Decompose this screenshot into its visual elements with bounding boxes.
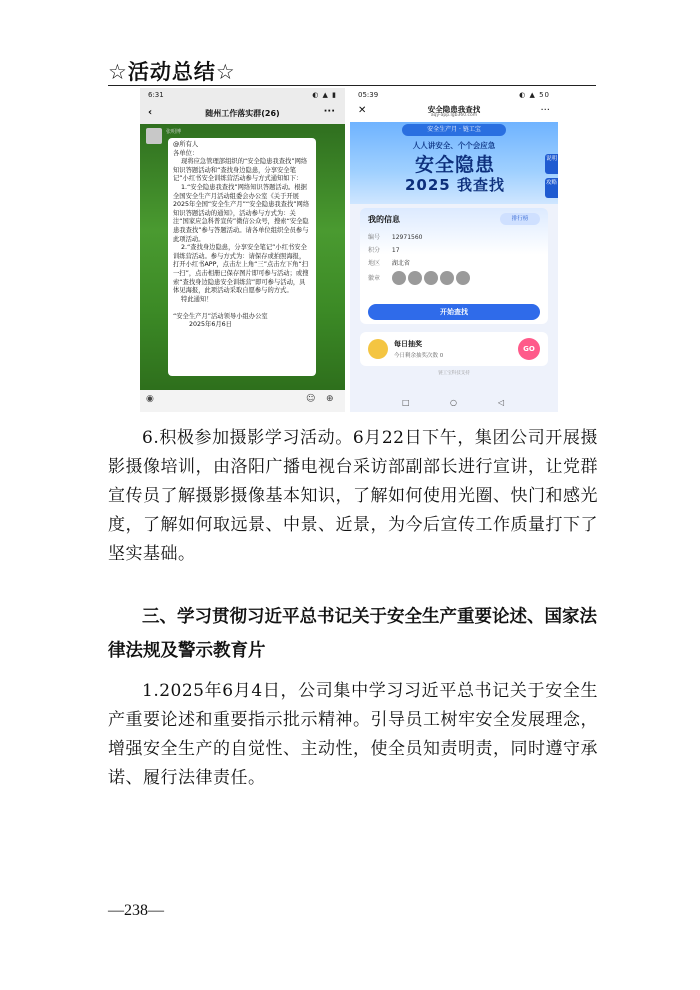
voice-icon[interactable]: ◉ xyxy=(146,394,154,404)
chat-titlebar xyxy=(140,102,345,124)
daily-draw-card xyxy=(360,332,548,366)
field-points xyxy=(368,245,400,254)
sender-name: 张明博 xyxy=(166,129,182,135)
chat-title: 随州工作落实群(26) xyxy=(205,109,280,118)
field-label: 编号 xyxy=(368,234,381,241)
side-tab-guide[interactable]: 攻略 xyxy=(545,178,558,198)
more-icon[interactable]: ··· xyxy=(540,105,550,116)
title-divider xyxy=(108,85,596,86)
my-info-card xyxy=(360,208,548,324)
badge-icon xyxy=(424,271,438,285)
home-nav-icon[interactable]: ○ xyxy=(450,398,457,407)
square-nav-icon[interactable]: □ xyxy=(402,398,410,407)
side-tab-instructions[interactable]: 说明 xyxy=(545,154,558,174)
quiz-app-screenshot xyxy=(350,88,558,412)
badge-icon xyxy=(456,271,470,285)
status-time: 05:39 xyxy=(358,91,379,99)
coin-icon xyxy=(368,339,388,359)
info-title: 我的信息 xyxy=(368,215,400,224)
brand-badge: 安全生产月 · 链工宝 xyxy=(402,124,506,136)
app-title: 安全隐患我查找 xyxy=(427,105,481,114)
start-search-button[interactable]: 开始查找 xyxy=(368,304,540,320)
more-icon[interactable]: ··· xyxy=(323,106,335,117)
chat-input-bar xyxy=(140,390,345,412)
paragraph-photography: 6.积极参加摄影学习活动。6月22日下午，集团公司开展摄影摄像培训，由洛阳广播电视台采访部副部长进行宣讲，让党群宣传员了解摄影摄像基本知识，了解如何使用光圈、快门和感光度，了解如何取远景、中景、近景，为今后宣传工作质量打下了坚实基础。 xyxy=(108,428,598,564)
status-time: 6:31 xyxy=(148,91,164,99)
section-heading-3: 三、学习贯彻习近平总书记关于安全生产重要论述、国家法律法规及警示教育片 xyxy=(108,607,597,661)
app-url: aqy-app.lgb360.com xyxy=(430,113,478,118)
status-icons: ◐ ▲ 50 xyxy=(519,91,550,99)
page-number: —238— xyxy=(108,902,164,919)
draw-remaining: 今日剩余抽奖次数 0 xyxy=(394,353,444,359)
back-icon[interactable]: ‹ xyxy=(148,107,153,118)
status-icons: ◐ ▲ ▮ xyxy=(312,91,337,99)
field-region xyxy=(368,258,410,267)
section-title: ☆活动总结☆ xyxy=(108,60,236,84)
banner-year: 2025 我查找 xyxy=(405,176,505,194)
avatar[interactable] xyxy=(146,128,162,144)
field-label: 徽章 xyxy=(368,274,381,282)
emoji-icon[interactable]: ☺ xyxy=(306,394,316,404)
field-value: 湖北省 xyxy=(391,260,410,267)
banner-title: 安全隐患 xyxy=(414,154,495,176)
badge-icon xyxy=(392,271,406,285)
field-badges xyxy=(368,271,472,285)
status-bar xyxy=(350,88,558,102)
app-titlebar xyxy=(350,102,558,122)
badge-icon xyxy=(440,271,454,285)
message-bubble: @所有人 各单位： 现将应急管理部组织的“安全隐患我查找”网络知识答题活动和“查找身边隐患，分享安全笔记”小红书安全训练营活动参与方式通知如下： 1.“安全隐患我查找”网络知识答题活动。根据全国安全生产月活动组委会办公室《关于开展2025年全国“安全生产月”“安全隐患我查找”网络知识答题活动的通知》，活动参与方式为：关注“国家应急科普宣传”微信公众号，搜索“安全隐患我查找”参与答题活动。请各单位组织全员参与此项活动。 2.“查找身边隐患，分享安全笔记”小红书安全训练营活动。参与方式为：请保存或拍照海报，打开小红书APP，点击左上角“三”点击左下角“扫一扫”，点击相册已保存图片即可参与活动；或搜索“查找身边隐患安全训练营”即可参与活动，具体见海报，此项活动采取自愿参与的方式。 特此通知！ “安全生产月”活动领导小组办公室 2025年6月6日 xyxy=(168,138,316,376)
field-value: 17 xyxy=(391,247,400,254)
status-bar xyxy=(140,88,345,102)
nav-bar xyxy=(350,394,558,412)
banner-slogan: 人人讲安全、个个会应急 xyxy=(412,141,496,150)
field-label: 积分 xyxy=(368,247,381,254)
field-value: 12971560 xyxy=(391,234,423,241)
field-id xyxy=(368,232,422,241)
badge-icon xyxy=(408,271,422,285)
draw-title: 每日抽奖 xyxy=(394,340,422,348)
paragraph-study: 1.2025年6月4日，公司集中学习习近平总书记关于安全生产重要论述和重要指示批示精神。引导员工树牢安全发展理念，增强安全生产的自觉性、主动性，使全员知责明责，同时遵守承诺、履行法律责任。 xyxy=(108,681,598,788)
wechat-screenshot xyxy=(140,88,345,412)
go-button[interactable]: GO xyxy=(518,338,540,360)
leaderboard-button[interactable]: 排行榜 xyxy=(500,213,540,225)
add-icon[interactable]: ⊕ xyxy=(326,394,334,404)
close-icon[interactable]: ✕ xyxy=(358,105,367,116)
back-nav-icon[interactable]: ◁ xyxy=(498,398,505,407)
tech-support: 链工宝科技支持 xyxy=(438,371,470,376)
field-label: 地区 xyxy=(368,260,381,267)
